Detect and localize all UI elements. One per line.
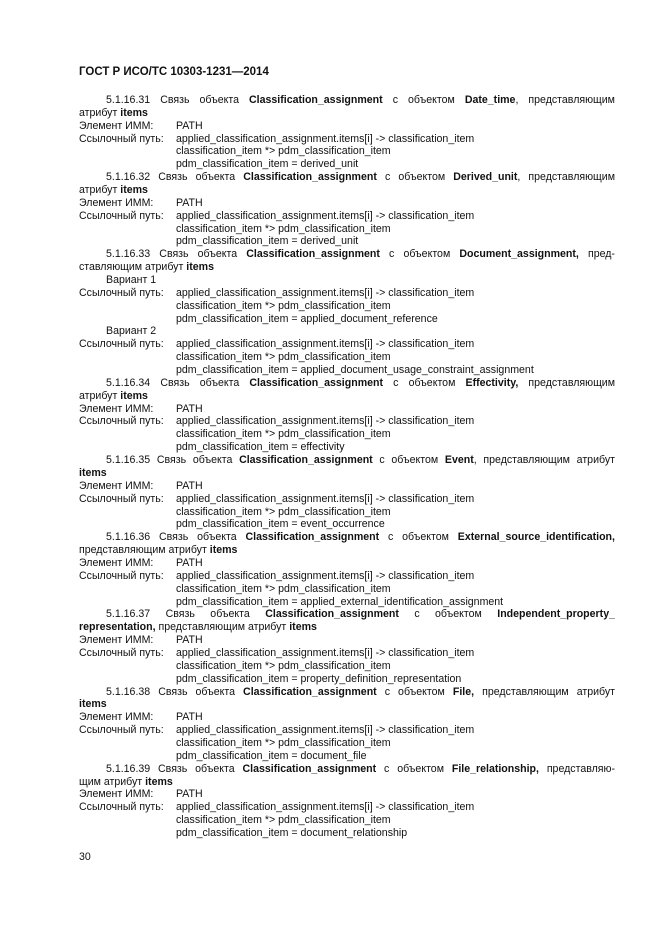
heading-text: , представляющим [517, 171, 615, 184]
section-heading [79, 763, 615, 776]
row-value: pdm_classification_item = derived_unit [176, 235, 359, 248]
row-value: PATH [176, 788, 203, 801]
row-label: Элемент ИММ: [79, 788, 154, 801]
heading-text: с объектом [376, 685, 453, 698]
mapping-row [79, 120, 615, 133]
mapping-row [79, 596, 615, 609]
row-value: applied_classification_assignment.items[i] -> classification_item [176, 569, 475, 582]
row-label: Элемент ИММ: [79, 711, 154, 724]
mapping-row [79, 351, 615, 364]
section-heading-continuation [79, 184, 615, 197]
row-value: applied_classification_assignment.items[i] -> classification_item [176, 338, 475, 351]
mapping-row [79, 801, 615, 814]
heading-text: 5.1.16.38 Связь объекта [106, 685, 244, 698]
row-value: pdm_classification_item = event_occurrence [176, 518, 385, 531]
heading-text: 5.1.16.31 Связь объекта [106, 94, 250, 106]
mapping-row [79, 788, 615, 801]
mapping-row [79, 493, 615, 506]
heading-text: 5.1.16.35 Связь объекта [106, 454, 240, 467]
mapping-row [79, 827, 615, 840]
row-label: Ссылочный путь: [79, 492, 164, 505]
mapping-row [79, 338, 615, 351]
heading-text: ставляющим атрибут [79, 261, 187, 274]
row-label [79, 596, 176, 609]
row-label [79, 583, 176, 596]
row-label [79, 827, 176, 840]
section-heading [79, 377, 615, 390]
mapping-row [79, 313, 615, 326]
mapping-row [79, 145, 615, 158]
bold-term: items [120, 389, 148, 402]
row-label: Элемент ИММ: [79, 634, 154, 647]
row-value: pdm_classification_item = property_definition_representation [176, 672, 462, 685]
section-heading [79, 608, 615, 621]
heading-text: представляю- [538, 762, 615, 775]
mapping-row [79, 197, 615, 210]
section-heading-continuation [79, 544, 615, 557]
section-heading-continuation [79, 621, 615, 634]
row-label [79, 737, 176, 750]
row-value: PATH [176, 196, 203, 209]
heading-text: , представляющим атрибут [473, 454, 615, 467]
section-heading [79, 454, 615, 467]
row-label: Ссылочный путь: [79, 132, 164, 145]
heading-text: с объектом [372, 454, 445, 467]
bold-term: File_relationship, [451, 762, 539, 775]
mapping-row [79, 737, 615, 750]
row-value: applied_classification_assignment.items[i] -> classification_item [176, 724, 475, 737]
heading-text: представляющим [518, 376, 615, 389]
row-value: classification_item *> pdm_classification_item [176, 222, 391, 235]
section-heading-continuation [79, 261, 615, 274]
mapping-row [79, 647, 615, 660]
row-value: applied_classification_assignment.items[i] -> classification_item [176, 646, 475, 659]
heading-text: атрибут [79, 389, 121, 402]
row-label [79, 441, 176, 454]
row-label: Ссылочный путь: [79, 569, 164, 582]
row-label: Ссылочный путь: [79, 724, 164, 737]
mapping-row [79, 814, 615, 827]
row-label [79, 351, 176, 364]
row-label: Ссылочный путь: [79, 415, 164, 428]
row-label: Ссылочный путь: [79, 209, 164, 222]
mapping-row [79, 364, 615, 377]
row-label: Элемент ИММ: [79, 196, 154, 209]
row-value: PATH [176, 634, 203, 647]
mapping-row [79, 480, 615, 493]
heading-text: 5.1.16.37 Связь объекта [106, 608, 266, 621]
row-value: classification_item *> pdm_classification_item [176, 299, 391, 312]
row-value: PATH [176, 479, 203, 492]
row-value: PATH [176, 119, 203, 132]
bold-term: Classification_assignment [243, 685, 377, 698]
heading-text: 5.1.16.34 Связь объекта [106, 376, 250, 389]
mapping-row [79, 441, 615, 454]
mapping-row [79, 724, 615, 737]
bold-term: Classification_assignment [265, 608, 399, 621]
section-heading-continuation [79, 107, 615, 120]
bold-term: items [145, 775, 173, 788]
bold-term: Classification_assignment [246, 248, 380, 261]
bold-term: Effectivity, [465, 376, 519, 389]
section [79, 608, 615, 685]
heading-text: представляющим атрибут [474, 685, 615, 698]
row-label: Ссылочный путь: [79, 338, 164, 351]
row-label [79, 364, 176, 377]
bold-term: Classification_assignment [249, 94, 383, 106]
variant-label: Вариант 2 [106, 325, 157, 338]
section [79, 171, 615, 248]
bold-term: Derived_unit [453, 171, 518, 184]
bold-term: External_source_identification, [457, 531, 615, 544]
row-label: Ссылочный путь: [79, 801, 164, 814]
heading-text: представляющим атрибут [79, 544, 210, 557]
bold-term: Document_assignment, [459, 248, 579, 261]
row-label [79, 673, 176, 686]
bold-term: Independent_property_ [497, 608, 615, 621]
heading-text: представляющим атрибут [155, 621, 290, 634]
document-body [79, 94, 615, 840]
section [79, 686, 615, 763]
mapping-row [79, 210, 615, 223]
row-label: Элемент ИММ: [79, 402, 154, 415]
row-label [79, 660, 176, 673]
bold-term: Classification_assignment [242, 762, 377, 775]
row-value: PATH [176, 711, 203, 724]
row-label [79, 313, 176, 326]
heading-text: атрибут [79, 106, 121, 119]
section-heading-continuation [79, 467, 615, 480]
row-label [79, 158, 176, 171]
bold-term: Classification_assignment [245, 531, 380, 544]
section-heading [79, 94, 615, 107]
mapping-row [79, 287, 615, 300]
bold-term: File, [452, 685, 475, 698]
row-value: applied_classification_assignment.items[i] -> classification_item [176, 415, 475, 428]
bold-term: Event [444, 454, 474, 467]
heading-text: атрибут [79, 184, 121, 197]
mapping-row [79, 660, 615, 673]
row-label: Ссылочный путь: [79, 646, 164, 659]
bold-term: representation, [79, 621, 156, 634]
mapping-row [79, 750, 615, 763]
bold-term: items [209, 544, 238, 557]
section-heading-continuation [79, 698, 615, 711]
row-label: Элемент ИММ: [79, 479, 154, 492]
mapping-row [79, 673, 615, 686]
row-label [79, 235, 176, 248]
row-label [79, 300, 176, 313]
row-value: PATH [176, 402, 203, 415]
mapping-row [79, 583, 615, 596]
mapping-row [79, 570, 615, 583]
heading-text: с объектом [398, 608, 498, 621]
bold-term: Classification_assignment [243, 171, 377, 184]
row-label [79, 750, 176, 763]
mapping-row [79, 506, 615, 519]
row-value: applied_classification_assignment.items[i] -> classification_item [176, 286, 475, 299]
heading-text: 5.1.16.39 Связь объекта [106, 762, 243, 775]
section [79, 454, 615, 531]
row-label [79, 506, 176, 519]
row-label [79, 518, 176, 531]
row-label: Ссылочный путь: [79, 286, 164, 299]
row-value: classification_item *> pdm_classification_item [176, 582, 391, 595]
bold-term: items [79, 698, 107, 711]
bold-term: Classification_assignment [249, 376, 384, 389]
mapping-row [79, 557, 615, 570]
variant-label: Вариант 1 [106, 274, 157, 287]
section [79, 531, 615, 608]
section-heading [79, 686, 615, 699]
row-label [79, 814, 176, 827]
bold-term: items [289, 621, 317, 634]
mapping-row [79, 518, 615, 531]
row-value: pdm_classification_item = effectivity [176, 441, 345, 454]
heading-text: 5.1.16.32 Связь объекта [106, 171, 244, 184]
row-value: pdm_classification_item = applied_document_usage_constraint_assignment [176, 364, 534, 377]
row-value: applied_classification_assignment.items[i] -> classification_item [176, 132, 475, 145]
section [79, 377, 615, 454]
mapping-row [79, 223, 615, 236]
row-value: pdm_classification_item = document_file [176, 749, 367, 762]
heading-text: с объектом [376, 762, 452, 775]
heading-text: щим атрибут [79, 775, 146, 788]
row-label [79, 145, 176, 158]
section [79, 94, 615, 171]
row-value: classification_item *> pdm_classification_item [176, 736, 391, 749]
section [79, 248, 615, 377]
heading-text: 5.1.16.33 Связь объекта [106, 248, 247, 261]
mapping-row [79, 300, 615, 313]
bold-term: Classification_assignment [239, 454, 373, 467]
bold-term: items [120, 184, 148, 197]
row-value: classification_item *> pdm_classification_item [176, 505, 391, 518]
section-heading [79, 531, 615, 544]
mapping-row [79, 634, 615, 647]
row-value: classification_item *> pdm_classification_item [176, 428, 391, 441]
row-value: pdm_classification_item = document_relationship [176, 826, 408, 839]
bold-term: items [79, 466, 107, 479]
bold-term: items [186, 261, 214, 274]
section-heading-continuation [79, 776, 615, 789]
section-heading [79, 248, 615, 261]
heading-text: , представляющим [515, 94, 615, 106]
row-value: classification_item *> pdm_classification_item [176, 814, 391, 827]
heading-text: с объектом [376, 171, 454, 184]
mapping-row [79, 235, 615, 248]
heading-text: с объектом [379, 248, 460, 261]
mapping-row [79, 158, 615, 171]
row-value: applied_classification_assignment.items[i] -> classification_item [176, 492, 475, 505]
row-label [79, 428, 176, 441]
heading-text: с объектом [382, 94, 465, 106]
row-value: classification_item *> pdm_classification_item [176, 351, 391, 364]
bold-term: items [120, 106, 148, 119]
heading-text: с объектом [379, 531, 458, 544]
mapping-row [79, 415, 615, 428]
row-value: applied_classification_assignment.items[i] -> classification_item [176, 801, 475, 814]
document-header: ГОСТ Р ИСО/ТС 10303-1231—2014 [79, 66, 269, 78]
mapping-row [79, 403, 615, 416]
row-value: pdm_classification_item = applied_external_identification_assignment [176, 595, 504, 608]
row-label: Элемент ИММ: [79, 119, 154, 132]
row-value: pdm_classification_item = applied_document_reference [176, 312, 438, 325]
row-value: applied_classification_assignment.items[i] -> classification_item [176, 209, 475, 222]
heading-text: 5.1.16.36 Связь объекта [106, 531, 246, 544]
heading-text: пред- [578, 248, 615, 261]
row-value: pdm_classification_item = derived_unit [176, 158, 359, 171]
row-label: Элемент ИММ: [79, 556, 154, 569]
section-heading-continuation [79, 390, 615, 403]
row-value: PATH [176, 556, 203, 569]
mapping-row [79, 711, 615, 724]
row-label [79, 223, 176, 236]
mapping-row [79, 133, 615, 146]
page-number: 30 [79, 851, 91, 863]
row-value: classification_item *> pdm_classification_item [176, 145, 391, 158]
section [79, 763, 615, 840]
mapping-row [79, 428, 615, 441]
section-heading [79, 171, 615, 184]
bold-term: Date_time [464, 94, 516, 106]
row-value: classification_item *> pdm_classification_item [176, 659, 391, 672]
heading-text: с объектом [383, 376, 466, 389]
